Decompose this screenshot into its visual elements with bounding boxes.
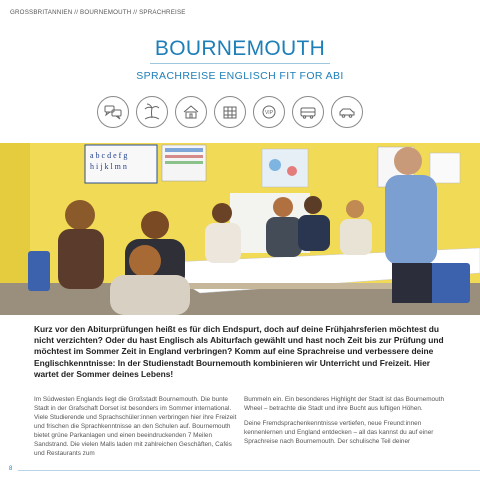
title-divider <box>150 63 330 64</box>
body-paragraph: Im Südwesten Englands liegt die Großstadt Bournemouth. Die bunte Stadt in der Grafschaft Dorset ist besonders im Sommer international. Viele Studierende und Sprachschüler:innen verbringen hier ihre Freizeit und frischen die Sprachkenntnisse an den Schulen auf. Bournemouth bietet grüne Parkanlagen und einen beeindruckenden 7 Meilen Sandstrand. Die vielen Malls laden mit zahlreichen Geschäften, Cafés und Restaurants zum <box>34 396 237 457</box>
body-column-right <box>244 395 447 452</box>
car-icon <box>331 96 363 128</box>
body-paragraph: Bummeln ein. Ein besonderes Highlight der Stadt ist das Bournemouth Wheel – betrachte die Stadt und ihre Bucht aus luftigen Höhen. <box>244 396 444 412</box>
alphabet-poster-text: a b c d e f g <box>90 151 128 160</box>
body-paragraph: Deine Fremdsprachenkenntnisse vertiefen, neue Freund:innen kennenlernen und England entdecken – all das kannst du auf einer Sprachreise nach Bournemouth. Der schulische Teil deiner <box>244 420 434 445</box>
classroom-photo <box>0 143 480 315</box>
intro-paragraph: Kurz vor den Abiturprüfungen heißt es für dich Endspurt, doch auf deine Frühjahrsferien möchtest du nicht verzichten? Oder du hast Englisch als Abiturfach gewählt und hast noch Zeit bis zur Prüfung und möchtest im Sommer Zeit in England verbringen? Komm auf eine Sprachreise und verbessere deine Englischkenntnisse: In der Studienstadt Bournemouth kombinieren wir Unterricht und Freizeit. Hier wartet der Sommer deines Lebens! <box>34 324 444 379</box>
page-title: BOURNEMOUTH <box>154 37 326 60</box>
footer-divider <box>18 470 480 471</box>
breadcrumb: GROSSBRITANNIEN // BOURNEMOUTH // SPRACHREISE <box>10 9 186 16</box>
page-subtitle: SPRACHREISE ENGLISCH FIT FOR ABI <box>136 70 344 82</box>
body-column-left <box>34 395 237 464</box>
school-building-icon <box>214 96 246 128</box>
chat-bubbles-icon <box>97 96 129 128</box>
host-family-house-icon <box>175 96 207 128</box>
vip-icon <box>253 96 285 128</box>
svg-text:VIP: VIP <box>264 110 274 116</box>
svg-text:h i j k l m n: h i j k l m n <box>90 162 127 171</box>
feature-icons-row <box>97 96 363 128</box>
bus-icon <box>292 96 324 128</box>
page-number: 8 <box>9 466 13 472</box>
palm-island-icon <box>136 96 168 128</box>
